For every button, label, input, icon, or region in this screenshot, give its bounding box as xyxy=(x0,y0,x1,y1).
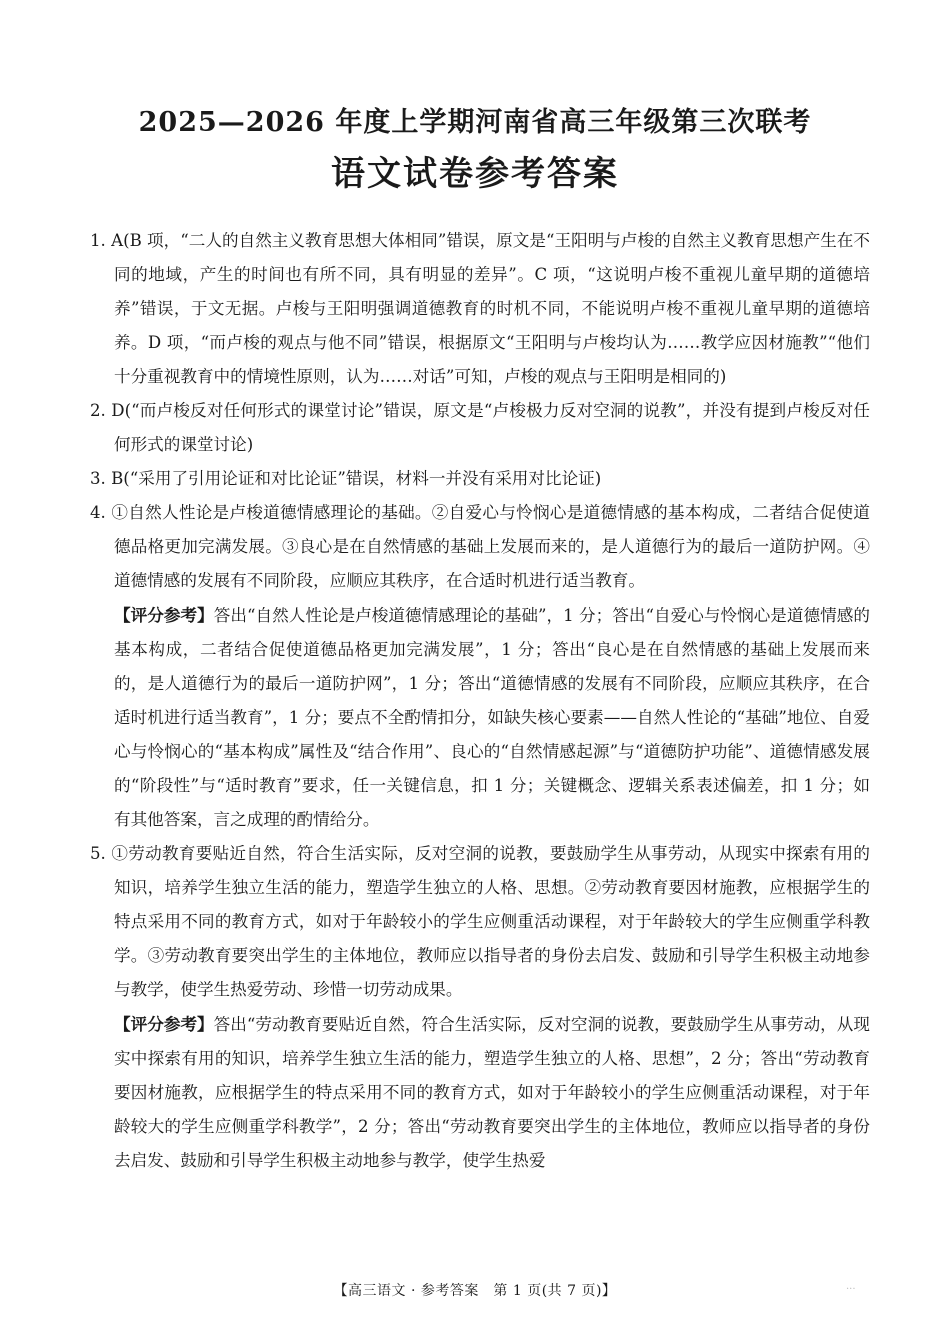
answer-content xyxy=(90,224,870,1178)
scoring-note-tag: 【评分参考】 xyxy=(114,605,214,625)
document-subtitle: 语文试卷参考答案 xyxy=(331,154,619,194)
exam-title: 2025—2026 年度上学期河南省高三年级第三次联考 xyxy=(138,107,812,138)
page-footer: 【高三语文 · 参考答案 第 1 页(共 7 页)】 xyxy=(333,1283,617,1299)
scoring-note-5 xyxy=(90,1007,870,1178)
scoring-note-4 xyxy=(90,598,870,837)
answer-5: 5. ①劳动教育要贴近自然，符合生活实际，反对空洞的说教，要鼓励学生从事劳动，从现实中探索有用的知识，培养学生独立生活的能力，塑造学生独立的人格、思想。②劳动教育要因材施教，应根据学生的特点采用不同的教育方式，如对于年龄较小的学生应侧重活动课程，对于年龄较大的学生应侧重学科教学。③劳动教育要突出学生的主体地位，教师应以指导者的身份去启发、鼓励和引导学生积极主动地参与教学，使学生热爱劳动、珍惜一切劳动成果。 xyxy=(90,844,870,999)
corner-mark: ... xyxy=(846,1281,856,1292)
scoring-note-tag: 【评分参考】 xyxy=(114,1014,214,1034)
answer-2: 2. D(“而卢梭反对任何形式的课堂讨论”错误，原文是“卢梭极力反对空洞的说教”，并没有提到卢梭反对任何形式的课堂讨论) xyxy=(90,401,870,454)
scoring-note-text: 答出“自然人性论是卢梭道德情感理论的基础”，1 分；答出“自爱心与怜悯心是道德情感的基本构成，二者结合促使道德品格更加完满发展”，1 分；答出“良心是在自然情感的基础上发展而来的，是人道德行为的最后一道防护网”，1 分；答出“道德情感的发展有不同阶段，应顺应其秩序，在合适时机进行适当教育”，1 分；要点不全酌情扣分，如缺失核心要素——自然人性论的“基础”地位、自爱心与怜悯心的“基本构成”属性及“结合作用”、良心的“自然情感起源”与“道德防护功能”、道德情感发展的“阶段性”与“适时教育”要求，任一关键信息，扣 1 分；关键概念、逻辑关系表述偏差，扣 1 分；如有其他答案，言之成理的酌情给分。 xyxy=(114,606,870,829)
scoring-note-text: 答出“劳动教育要贴近自然，符合生活实际，反对空洞的说教，要鼓励学生从事劳动，从现实中探索有用的知识，培养学生独立生活的能力，塑造学生独立的人格、思想”，2 分；答出“劳动教育要因材施教，应根据学生的特点采用不同的教育方式，如对于年龄较小的学生应侧重活动课程，对于年龄较大的学生应侧重学科教学”，2 分；答出“劳动教育要突出学生的主体地位，教师应以指导者的身份去启发、鼓励和引导学生积极主动地参与教学，使学生热爱 xyxy=(114,1015,870,1170)
answer-4: 4. ①自然人性论是卢梭道德情感理论的基础。②自爱心与怜悯心是道德情感的基本构成，二者结合促使道德品格更加完满发展。③良心是在自然情感的基础上发展而来的，是人道德行为的最后一道防护网。④道德情感的发展有不同阶段，应顺应其秩序，在合适时机进行适当教育。 xyxy=(90,503,870,590)
answer-1: 1. A(B 项，“二人的自然主义教育思想大体相同”错误，原文是“王阳明与卢梭的自然主义教育思想产生在不同的地域，产生的时间也有所不同，具有明显的差异”。C 项，“这说明卢梭不重视儿童早期的道德培养”错误，于文无据。卢梭与王阳明强调道德教育的时机不同，不能说明卢梭不重视儿童早期的道德培养。D 项，“而卢梭的观点与他不同”错误，根据原文“王阳明与卢梭均认为……教学应因材施教”“他们十分重视教育中的情境性原则，认为……对话”可知，卢梭的观点与王阳明是相同的) xyxy=(90,231,870,386)
answer-3: 3. B(“采用了引用论证和对比论证”错误，材料一并没有采用对比论证) xyxy=(90,469,602,488)
